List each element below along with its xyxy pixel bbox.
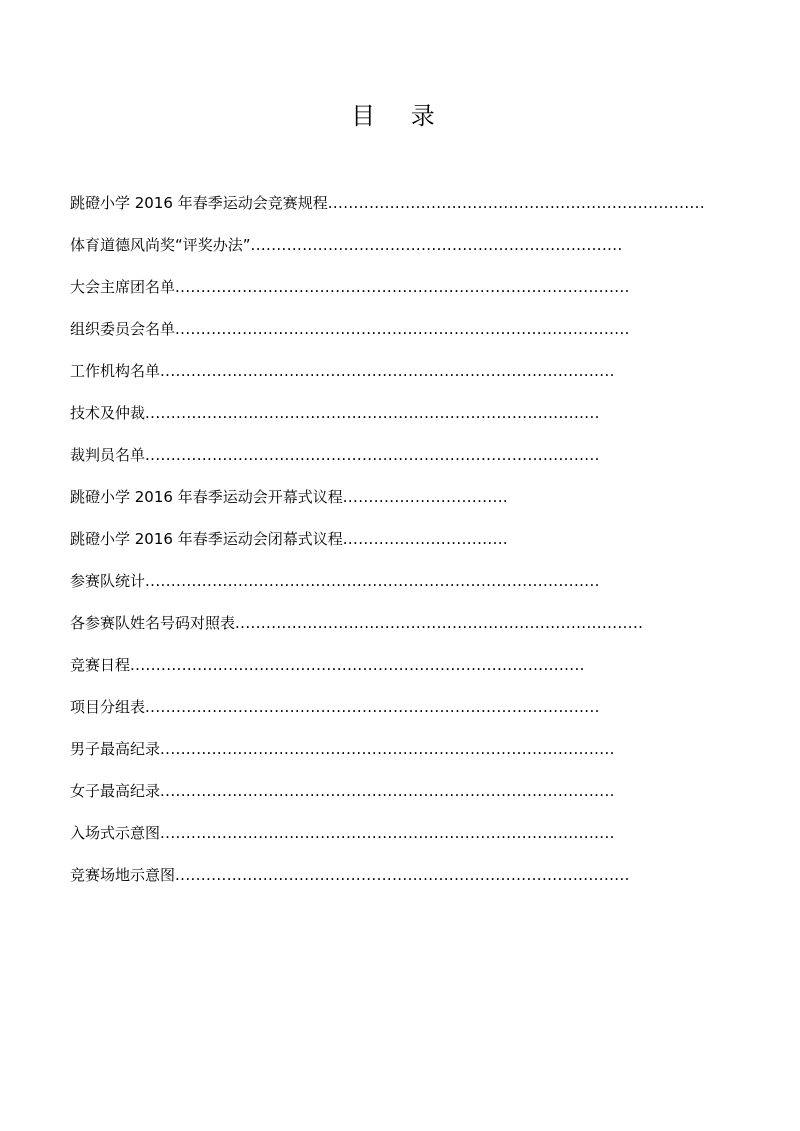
toc-entry-label: 工作机构名单 [70, 362, 161, 380]
toc-dot-leader: ........................................................................................ [160, 362, 615, 380]
toc-entry-label: 各参赛队姓名号码对照表 [70, 614, 236, 632]
toc-entry[interactable] [70, 816, 705, 858]
toc-dot-leader: ........................................................................................ [175, 278, 630, 296]
toc-dot-leader: ........................................................................................ [145, 446, 600, 464]
toc-entry-label: 体育道德风尚奖“评奖办法” [70, 236, 251, 254]
toc-dot-leader: ........................................................................................ [160, 782, 615, 800]
toc-entry[interactable] [70, 690, 705, 732]
toc-entry[interactable] [70, 438, 705, 480]
toc-entry-label: 大会主席团名单 [70, 278, 176, 296]
toc-entry-label: 跳磴小学 2016 年春季运动会竞赛规程 [70, 194, 328, 212]
toc-dot-leader: ................................ [342, 530, 509, 548]
toc-dot-leader: ........................................................................................ [175, 320, 630, 338]
toc-dot-leader: ........................................................................................ [145, 698, 600, 716]
toc-entry-label: 项目分组表 [70, 698, 146, 716]
toc-dot-leader: ........................................................................................ [145, 572, 600, 590]
toc-dot-leader: ........................................................................................ [160, 740, 615, 758]
toc-entry-label: 男子最高纪录 [70, 740, 161, 758]
toc-entry[interactable] [70, 270, 705, 312]
toc-entry[interactable] [70, 732, 705, 774]
toc-entry[interactable] [70, 522, 705, 564]
toc-dot-leader: ........................................................................................ [145, 404, 600, 422]
toc-entry[interactable] [70, 396, 705, 438]
toc-entry-label: 入场式示意图 [70, 824, 161, 842]
toc-entry[interactable] [70, 774, 705, 816]
toc-dot-leader: ........................................................................ [250, 236, 623, 254]
toc-entry-label: 裁判员名单 [70, 446, 146, 464]
toc-entry[interactable] [70, 648, 705, 690]
toc-entry[interactable] [70, 228, 705, 270]
toc-entry-label: 跳磴小学 2016 年春季运动会开幕式议程 [70, 488, 343, 506]
toc-entry[interactable] [70, 312, 705, 354]
toc-entry-label: 组织委员会名单 [70, 320, 176, 338]
toc-entry[interactable] [70, 606, 705, 648]
toc-entry[interactable] [70, 858, 705, 900]
toc-dot-leader: ................................ [342, 488, 509, 506]
toc-entry[interactable] [70, 480, 705, 522]
toc-entry-label: 参赛队统计 [70, 572, 146, 590]
toc-dot-leader: ......................................................................... [327, 194, 705, 212]
toc-dot-leader: ........................................................................................ [130, 656, 585, 674]
toc-dot-leader: ........................................................................................ [175, 866, 630, 884]
page-title: 目 录 [351, 102, 449, 130]
toc-entry[interactable] [70, 354, 705, 396]
table-of-contents [70, 186, 705, 900]
toc-entry-label: 竞赛场地示意图 [70, 866, 176, 884]
toc-dot-leader: ............................................................................... [235, 614, 644, 632]
toc-entry-label: 竞赛日程 [70, 656, 131, 674]
toc-entry-label: 技术及仲裁 [70, 404, 146, 422]
toc-entry[interactable] [70, 186, 705, 228]
toc-dot-leader: ........................................................................................ [160, 824, 615, 842]
toc-entry[interactable] [70, 564, 705, 606]
toc-entry-label: 女子最高纪录 [70, 782, 161, 800]
toc-entry-label: 跳磴小学 2016 年春季运动会闭幕式议程 [70, 530, 343, 548]
